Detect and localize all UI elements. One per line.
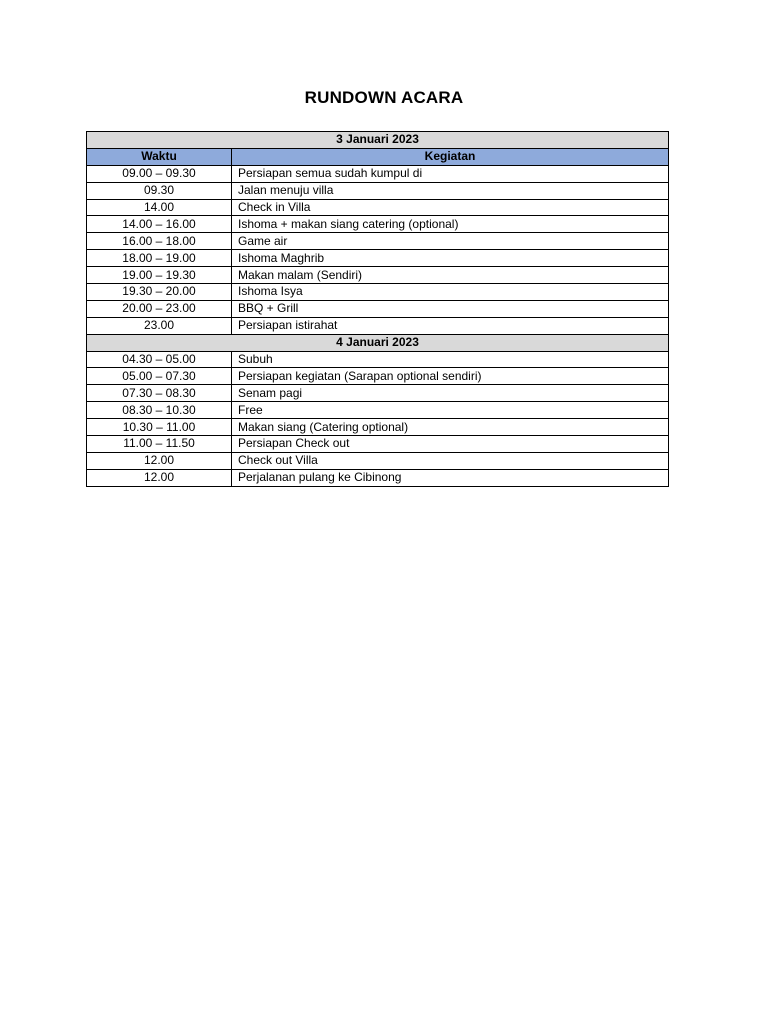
time-cell: 16.00 – 18.00 bbox=[87, 233, 232, 250]
time-cell: 09.00 – 09.30 bbox=[87, 165, 232, 182]
activity-cell: BBQ + Grill bbox=[232, 300, 669, 317]
activity-cell: Makan siang (Catering optional) bbox=[232, 419, 669, 436]
table-row bbox=[87, 267, 669, 284]
table-row bbox=[87, 351, 669, 368]
column-header-activity: Kegiatan bbox=[232, 148, 669, 165]
activity-cell: Ishoma Isya bbox=[232, 284, 669, 301]
time-cell: 23.00 bbox=[87, 317, 232, 334]
rundown-table-body bbox=[87, 132, 669, 487]
activity-cell: Game air bbox=[232, 233, 669, 250]
day-date: 3 Januari 2023 bbox=[87, 132, 669, 149]
time-cell: 04.30 – 05.00 bbox=[87, 351, 232, 368]
time-cell: 09.30 bbox=[87, 182, 232, 199]
table-row bbox=[87, 402, 669, 419]
time-cell: 20.00 – 23.00 bbox=[87, 300, 232, 317]
table-row bbox=[87, 385, 669, 402]
activity-cell: Makan malam (Sendiri) bbox=[232, 267, 669, 284]
time-cell: 14.00 – 16.00 bbox=[87, 216, 232, 233]
time-cell: 14.00 bbox=[87, 199, 232, 216]
table-row bbox=[87, 368, 669, 385]
time-cell: 19.30 – 20.00 bbox=[87, 284, 232, 301]
table-row bbox=[87, 452, 669, 469]
table-row bbox=[87, 165, 669, 182]
activity-cell: Check in Villa bbox=[232, 199, 669, 216]
table-row bbox=[87, 216, 669, 233]
time-cell: 19.00 – 19.30 bbox=[87, 267, 232, 284]
table-row bbox=[87, 419, 669, 436]
time-cell: 12.00 bbox=[87, 452, 232, 469]
activity-cell: Subuh bbox=[232, 351, 669, 368]
activity-cell: Perjalanan pulang ke Cibinong bbox=[232, 469, 669, 486]
activity-cell: Persiapan kegiatan (Sarapan optional sendiri) bbox=[232, 368, 669, 385]
time-cell: 05.00 – 07.30 bbox=[87, 368, 232, 385]
table-row bbox=[87, 436, 669, 453]
time-cell: 12.00 bbox=[87, 469, 232, 486]
table-row bbox=[87, 199, 669, 216]
table-row bbox=[87, 250, 669, 267]
activity-cell: Ishoma + makan siang catering (optional) bbox=[232, 216, 669, 233]
table-row bbox=[87, 317, 669, 334]
rundown-table bbox=[86, 131, 669, 487]
time-cell: 11.00 – 11.50 bbox=[87, 436, 232, 453]
column-header-row bbox=[87, 148, 669, 165]
time-cell: 18.00 – 19.00 bbox=[87, 250, 232, 267]
day-header-row bbox=[87, 132, 669, 149]
time-cell: 07.30 – 08.30 bbox=[87, 385, 232, 402]
activity-cell: Jalan menuju villa bbox=[232, 182, 669, 199]
table-row bbox=[87, 182, 669, 199]
table-row bbox=[87, 233, 669, 250]
activity-cell: Check out Villa bbox=[232, 452, 669, 469]
activity-cell: Ishoma Maghrib bbox=[232, 250, 669, 267]
activity-cell: Persiapan istirahat bbox=[232, 317, 669, 334]
table-row bbox=[87, 469, 669, 486]
time-cell: 10.30 – 11.00 bbox=[87, 419, 232, 436]
activity-cell: Persiapan semua sudah kumpul di bbox=[232, 165, 669, 182]
column-header-time: Waktu bbox=[87, 148, 232, 165]
day-date: 4 Januari 2023 bbox=[87, 334, 669, 351]
activity-cell: Persiapan Check out bbox=[232, 436, 669, 453]
day-header-row bbox=[87, 334, 669, 351]
table-row bbox=[87, 300, 669, 317]
activity-cell: Free bbox=[232, 402, 669, 419]
page-title: RUNDOWN ACARA bbox=[304, 88, 464, 107]
activity-cell: Senam pagi bbox=[232, 385, 669, 402]
table-row bbox=[87, 284, 669, 301]
time-cell: 08.30 – 10.30 bbox=[87, 402, 232, 419]
